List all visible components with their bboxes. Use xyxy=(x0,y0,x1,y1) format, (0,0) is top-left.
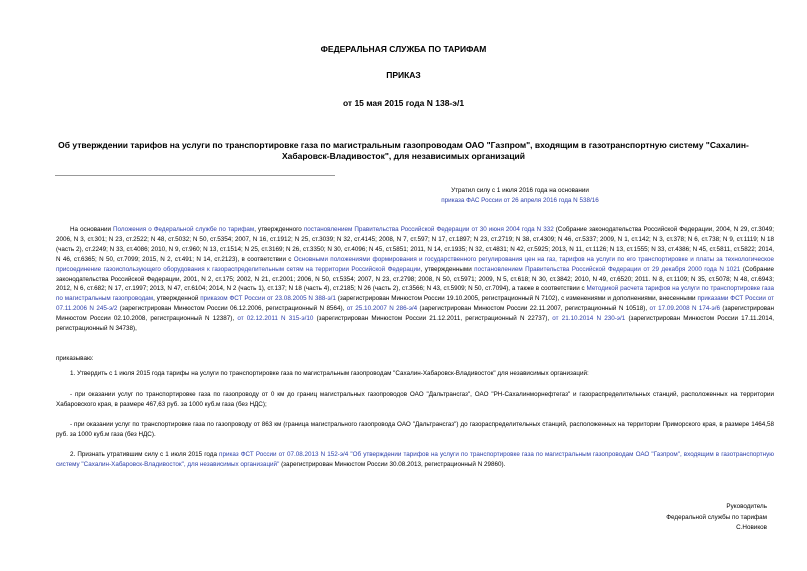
repeal-order-link[interactable]: приказа ФАС России от 26 апреля 2016 года N 538/16 xyxy=(441,197,599,204)
preamble-text: , утвержденными xyxy=(420,265,475,273)
item-2 xyxy=(56,450,774,470)
preamble-link-9[interactable]: от 17.09.2008 N 174-э/6 xyxy=(649,305,720,313)
item-1 xyxy=(56,369,774,379)
item-2-text: 2. Признать утратившим силу с 1 июля 2015 года xyxy=(70,451,220,458)
preamble-text: , утвержденной xyxy=(153,295,201,303)
preamble-text: (зарегистрирован Минюстом России 02.10.2008, регистрационный N 12387), xyxy=(56,305,774,323)
signature-name: С.Новиков xyxy=(736,524,767,531)
preamble-link-11[interactable]: от 21.10.2014 N 230-э/1 xyxy=(552,315,626,323)
preamble-link-1[interactable]: Положения о Федеральной службе по тарифам xyxy=(113,226,255,233)
item-1-text: 1. Утвердить с 1 июля 2015 года тарифы на услуги по транспортировке газа по магистральным газопроводам "Сахалин-Хабаровск-Владивосток" для независимых организаций: xyxy=(70,370,589,377)
document-title: Об утверждении тарифов на услуги по транспортировке газа по магистральным газопроводам ОАО "Газпром", входящим в газотранспортную систему "Сахалин-Хабаровск-Владивосток", для независимых организаций xyxy=(58,140,749,161)
divider xyxy=(55,175,335,176)
preamble-text: (зарегистрирован Минюстом России 06.12.2006, регистрационный N 8564), xyxy=(117,305,347,313)
preamble-link-10[interactable]: от 02.12.2011 N 315-э/10 xyxy=(237,315,314,323)
bullet-1-text: - при оказании услуг по транспортировке газа по газопроводу от 0 км до границ магистральных газопроводов ОАО "Дальтрансгаз", ОАО "РН-Сахалинморнефтегаз" и газораспределительных станций, расположенных на территории Хабаровского края, в размере 467,63 руб. за 1000 куб.м газа (без НДС); xyxy=(56,391,774,408)
repeal-note-link-wrap xyxy=(270,196,770,206)
repealed-order-link[interactable]: приказ ФСТ России от 07.08.2013 N 152-э/4 "Об утверждении тарифов на услуги по транспортировке газа по магистральным газопроводам ОАО "Газпром", входящим в газотранспортную систему "Сахалин-Хабаровск-Владивосток", для независимых организаций" xyxy=(56,451,774,468)
preamble-text: (Собрание законодательства Российской Федерации, 2001, N 2, ст.175; 2002, N 21, ст.2001; 2006, N 50, ст.5354; 2007, N 23, ст.2798; 2008, N 50, ст.5971; 2009, N 5, ст.618; N 30, ст.3842; 2010, N 49, ст.6520; 2011. N 8, ст.1109; N 35, ст.5078; N 48, ст.6943; 2012, N 6, ст.682; N 17, ст.1997; 2013, N 47, ст.6104; 2014, N 2 (часть 1), ст.137; N 18 (часть 4), ст.2185; N 26 (часть 2), ст.3566; N 43, ст.5909; N 50, ст.7094), а также в соответствии с xyxy=(56,265,774,293)
preamble-text: (Собрание законодательства Российской Федерации, 2004, N 29, ст.3049; 2006, N 3, ст.301; N 23, ст.2522; N 48, ст.5032; N 50, ст.5354; 2007, N 16, ст.1912; N 25, ст.3039; N 32, ст.4145; 2008, N 7, ст.597; N 17, ст.1897; N 23, ст.2719; N 38, ст.4309; N 46, ст.5337; 2009, N 1, ст.142; N 3, ст.378; N 6, ст.738; N 9, ст.1119; N 18 (часть 2), ст.2249; N 33, ст.4086; 2010, N 9, ст.960; N 13, ст.1514; N 25, ст.3169; N 26, ст.3350; N 30, ст.4096; N 45, ст.5851; 2011, N 14, ст.1935; N 32, ст.4831; N 42, ст.5925; 2013, N 11, ст.1126; N 13, ст.1555; N 33, ст.4386; N 45, ст.5811, ст.5822; 2014, N 46, ст.6365; N 50, ст.7099; 2015, N 2, ст.491; N 14, ст.2123), в соответствии с xyxy=(56,226,774,263)
preamble-text: (зарегистрирован Минюстом России 22.11.2007, регистрационный N 10518), xyxy=(417,305,650,313)
bullet-2-text: - при оказании услуг по транспортировке газа по газопроводу от 863 км (граница магистрального газопровода ОАО "Дальтрансгаз") до газораспределительных станций, расположенных на территории Приморского края, в размере 1464,58 руб. за 1000 куб.м газа (без НДС). xyxy=(56,421,774,438)
bullet-2 xyxy=(56,420,774,440)
preamble-text: (зарегистрирован Минюстом России 19.10.2005, регистрационный N 7102), с изменениями и дополнениями, внесенными xyxy=(335,295,698,303)
preamble-paragraph xyxy=(56,225,774,334)
preamble-text: , утвержденного xyxy=(254,226,304,233)
repeal-note: Утратил силу с 1 июля 2016 года на основании xyxy=(451,187,589,194)
preamble-link-4[interactable]: постановлением Правительства Российской Федерации от 29 декабря 2000 года N 1021 xyxy=(474,265,741,273)
preamble-text: (зарегистрирован Минюстом России 21.12.2011, регистрационный N 22737), xyxy=(313,315,553,323)
preamble-text: На основании xyxy=(70,226,114,233)
preamble-text: (зарегистрирован Минюстом России 17.11.2014, регистрационный N 34738), xyxy=(56,315,774,333)
agency-heading: ФЕДЕРАЛЬНАЯ СЛУЖБА ПО ТАРИФАМ xyxy=(320,44,487,54)
doc-date-number: от 15 мая 2015 года N 138-э/1 xyxy=(342,98,465,108)
signature-agency: Федеральной службы по тарифам xyxy=(666,513,767,521)
preamble-link-6[interactable]: приказом ФСТ России от 23.08.2005 N 388-э/1 xyxy=(200,295,336,303)
signature-position: Руководитель xyxy=(726,503,767,510)
order-word: приказываю: xyxy=(56,355,94,362)
bullet-1 xyxy=(56,390,774,410)
preamble-link-8[interactable]: от 25.10.2007 N 286-э/4 xyxy=(346,305,418,313)
doc-type-heading: ПРИКАЗ xyxy=(386,70,421,80)
signature-block xyxy=(666,502,767,534)
preamble-link-2[interactable]: постановлением Правительства Российской Федерации от 30 июня 2004 года N 332 xyxy=(303,226,554,233)
preamble-link-7[interactable]: приказами ФСТ России от 07.11.2006 N 245-э/2 xyxy=(56,295,774,313)
item-2-text: (зарегистрирован Минюстом России 30.08.2013, регистрационный N 29860). xyxy=(279,460,506,468)
preamble-link-3[interactable]: Основными положениями формирования и государственного регулирования цен на газ, тарифов на услуги по его транспортировке и платы за технологическое присоединение газоиспользующего оборудования к газораспределительным сетям на территории Российской Федерации xyxy=(56,255,774,273)
preamble-link-5[interactable]: Методикой расчета тарифов на услуги по транспортировке газа по магистральным газопроводам xyxy=(56,285,774,303)
